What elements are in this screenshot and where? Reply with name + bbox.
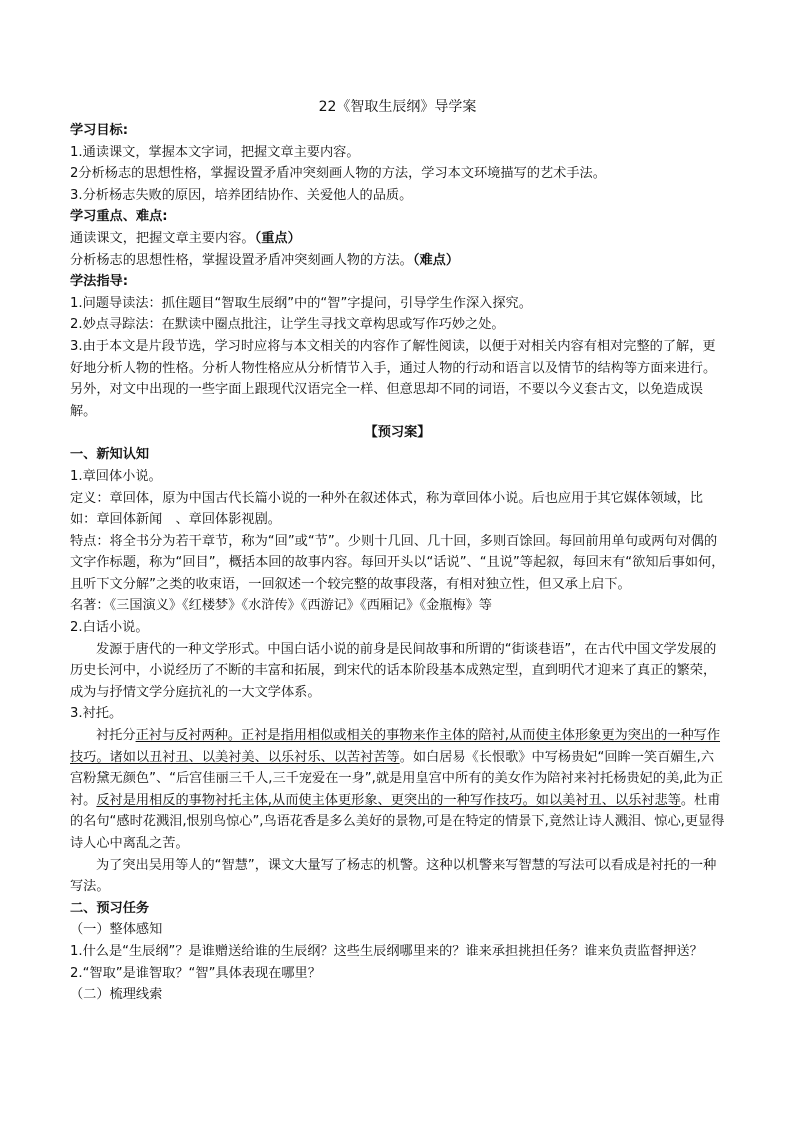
item3-underlined-text: 反衬是用相反的事物衬托主体,从而使主体更形象、更突出的一种写作技巧。如以美衬丑、以乐衬悲等	[96, 792, 681, 808]
keypoint-tag: （难点）	[412, 252, 460, 268]
item1-title: 1.章回体小说。	[70, 468, 162, 484]
question-item: 1.什么是“生辰纲”？是谁赠送给谁的生辰纲？这些生辰纲哪里来的？谁来承担挑担任务？谁来负责监督押送？	[70, 943, 703, 959]
keypoint-tag: （重点）	[254, 230, 301, 246]
item3-underlined-text: 正衬与反衬两种。正衬是指用相似或相关的事物来作主体的陪衬,从而使主体形象更为突出的一种写作技巧。诸如以丑衬丑、以美衬美、以乐衬乐、以苦衬苦等	[70, 728, 721, 765]
document-page	[70, 96, 725, 1006]
question-item: 2.“智取”是谁智取？“智”具体表现在哪里？	[70, 965, 321, 981]
keypoint-line	[70, 250, 725, 272]
method-item: 3.由于本文是片段节选，学习时应将与本文相关的内容作了解性阅读，以便于对相关内容有相对完整的了解，更好地分析人物的性格。分析人物性格应从分析情节入手，通过人物的行动和语言以及情节的结构等方面来进行。另外，对文中出现的一些字面上跟现代汉语完全一样、但意思却不同的词语，不要以今义套古文，以免造成误解。	[70, 338, 717, 419]
keypoint-line	[70, 228, 725, 250]
item1-features: 特点：将全书分为若干章节，称为“回”或“节”。少则十几回、几十回，多则百馀回。每回前用单句或两句对偶的文字作标题，称为“回目”，概括本回的故事内容。每回开头以“话说”、“且说”等起叙，每回末有“欲知后事如何，且听下文分解”之类的收束语，一回叙述一个较完整的故事段落，有相对独立性，但又承上启下。	[70, 533, 725, 592]
keypoint-text: 分析杨志的思想性格，掌握设置矛盾冲突刻画人物的方法。	[70, 252, 413, 268]
item1-definition: 定义：章回体，原为中国古代长篇小说的一种外在叙述体式，称为章回体小说。后也应用于其它媒体领域，比如：章回体新闻 、章回体影视剧。	[70, 490, 703, 528]
item3-paragraph	[70, 725, 725, 855]
preview-header: 【预习案】	[364, 425, 431, 441]
subsection-heading: （二）梳理线索	[70, 987, 163, 1003]
item2-title: 2.白话小说。	[70, 620, 149, 636]
method-item: 2.妙点寻踪法：在默读中圈点批注，让学生寻找文章构思或写作巧妙之处。	[70, 317, 505, 333]
objective-item: 2分析杨志的思想性格，掌握设置矛盾冲突刻画人物的方法，学习本文环境描写的艺术手法。	[70, 166, 606, 182]
item1-works: 名著：《三国演义》《红楼梦》《水浒传》《西游记》《西厢记》《金瓶梅》等	[70, 598, 492, 614]
section2-heading: 二、预习任务	[70, 900, 150, 916]
method-item: 1.问题导读法：抓住题目“智取生辰纲”中的“智”字提问，引导学生作深入探究。	[70, 295, 532, 311]
keypoints-heading: 学习重点、难点:	[70, 209, 168, 225]
item3-text: 衬托分	[96, 728, 136, 744]
item2-text: 发源于唐代的一种文学形式。中国白话小说的前身是民间故事和所谓的“街谈巷语”，在古代中国文学发展的历史长河中，小说经历了不断的丰富和拓展，到宋代的话本阶段基本成熟定型，直到明代才迎来了真正的繁荣，成为与抒情文学分庭抗礼的一大文学体系。	[70, 641, 717, 700]
keypoint-text: 通读课文，把握文章主要内容。	[70, 230, 255, 246]
item3-text: 。杜甫的名句“感时花溅泪,恨别鸟惊心”,鸟语花香是多么美好的景物,可是在特定的情景下,竟然让诗人溅泪、惊心,更显得诗人心中离乱之苦。	[70, 792, 725, 851]
objectives-heading: 学习目标:	[70, 123, 129, 138]
methods-heading: 学法指导:	[70, 274, 129, 290]
subsection-heading: （一）整体感知	[70, 922, 163, 938]
objective-item: 1.通读课文，掌握本文字词，把握文章主要内容。	[70, 144, 360, 160]
item3-paragraph-2: 为了突出吴用等人的“智慧”，课文大量写了杨志的机警。这种以机警来写智慧的写法可以看成是衬托的一种写法。	[70, 857, 717, 895]
item3-text: 。如白居易《长恨歌》中写杨贵妃“回眸一笑百媚生,六宫粉黛无颜色”、“后宫佳丽三千人,三千宠爱在一身”,就是用皇宫中所有的美女作为陪衬来衬托杨贵妃的美,此为正衬。	[70, 749, 723, 808]
item3-title: 3.衬托。	[70, 706, 123, 722]
objective-item: 3.分析杨志失败的原因，培养团结协作、关爱他人的品质。	[70, 187, 413, 203]
section1-heading: 一、新知认知	[70, 447, 150, 463]
document-title: 22《智取生辰纲》导学案	[318, 99, 477, 115]
